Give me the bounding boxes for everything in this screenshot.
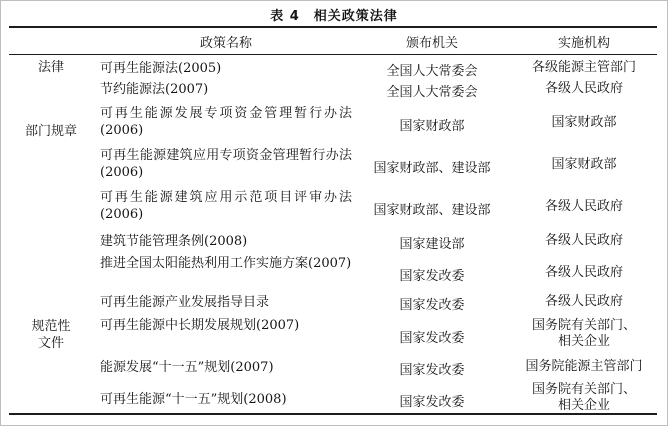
policy-name-cell: 能源发展“十一五”规划(2007) <box>100 360 274 375</box>
policy-name-cell: 建筑节能管理条例(2008) <box>100 234 248 249</box>
issuing-body-cell: 国家发改委 <box>399 331 465 346</box>
top-rule <box>9 26 657 28</box>
implementing-body-cell: 各级能源主管部门 <box>531 60 636 75</box>
implementing-body-cell: 各级人民政府 <box>544 294 623 309</box>
implementing-body-cell: 各级人民政府 <box>544 233 623 248</box>
issuing-body-cell: 国家发改委 <box>399 298 465 313</box>
issuing-body-cell: 全国人大常委会 <box>386 85 478 100</box>
issuing-body-cell: 国家发改委 <box>399 395 465 410</box>
implementing-body-cell: 各级人民政府 <box>544 265 623 280</box>
implementing-body-cell: 各级人民政府 <box>544 199 623 214</box>
policy-name-cell: 可再生能源产业发展指导目录 <box>100 295 270 310</box>
policy-name-cell: 可再生能源发展专项资金管理暂行办法(2006) <box>100 106 352 138</box>
policy-name-cell: 可再生能源建筑应用专项资金管理暂行办法(2006) <box>100 148 352 180</box>
policy-name-cell: 可再生能源建筑应用示范项目评审办法(2006) <box>100 190 352 222</box>
policy-name-cell: 可再生能源中长期发展规划(2007) <box>100 318 300 333</box>
header-rule <box>9 54 657 55</box>
table-caption <box>1 5 667 24</box>
header-policy-name: 政策名称 <box>199 36 252 51</box>
policy-name-cell: 可再生能源“十一五”规划(2008) <box>100 392 287 407</box>
category-law: 法律 <box>37 60 64 75</box>
issuing-body-cell: 国家发改委 <box>399 363 465 378</box>
implementing-body-cell: 国务院能源主管部门 <box>525 359 643 374</box>
policy-name-cell: 节约能源法(2007) <box>100 82 209 97</box>
table-number: 表 4 <box>270 9 300 24</box>
issuing-body-cell: 国家财政部、建设部 <box>373 203 491 218</box>
policy-name-cell: 推进全国太阳能热利用工作实施方案(2007) <box>100 256 352 271</box>
implementing-body-cell: 国家财政部 <box>551 115 617 130</box>
issuing-body-cell: 国家建设部 <box>399 237 465 252</box>
bottom-rule <box>9 413 657 415</box>
issuing-body-cell: 全国人大常委会 <box>386 64 478 79</box>
implementing-body-cell: 国务院有关部门、 相关企业 <box>531 318 636 349</box>
issuing-body-cell: 国家财政部 <box>399 119 465 134</box>
category-normative-docs: 规范性 文件 <box>31 319 71 351</box>
category-department-rules: 部门规章 <box>24 124 77 139</box>
table-title: 相关政策法律 <box>313 9 398 24</box>
header-implementing-body: 实施机构 <box>557 36 610 51</box>
header-issuing-body: 颁布机关 <box>405 36 458 51</box>
policy-name-cell: 可再生能源法(2005) <box>100 61 222 76</box>
implementing-body-cell: 各级人民政府 <box>544 81 623 96</box>
implementing-body-cell: 国务院有关部门、 相关企业 <box>531 382 636 413</box>
implementing-body-cell: 国家财政部 <box>551 157 617 172</box>
issuing-body-cell: 国家发改委 <box>399 269 465 284</box>
issuing-body-cell: 国家财政部、建设部 <box>373 161 491 176</box>
